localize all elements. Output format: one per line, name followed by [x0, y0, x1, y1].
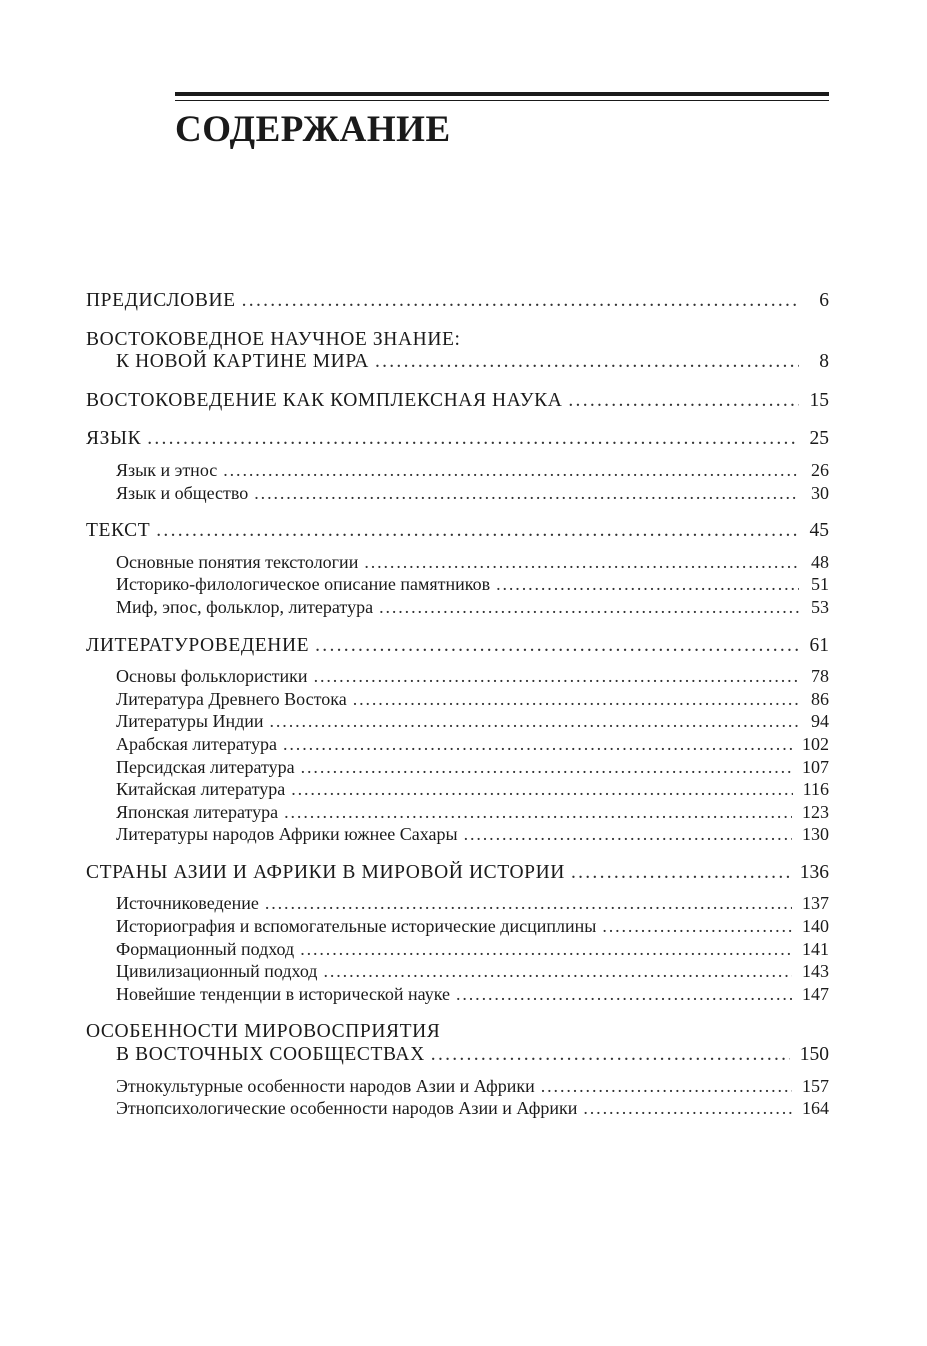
toc-subentry-page: 102 [802, 733, 829, 754]
dot-leader [568, 390, 799, 413]
toc-entry-page: 25 [809, 428, 829, 450]
toc-subentry-page: 26 [811, 459, 829, 480]
toc-entry-page: 15 [809, 389, 829, 411]
toc-subentry[interactable] [86, 551, 829, 574]
toc-subentry-title: Новейшие тенденции в исторической науке [116, 983, 450, 1004]
toc-subentry-page: 143 [802, 961, 829, 982]
toc-subentry-page: 51 [811, 574, 829, 595]
table-of-contents [86, 290, 829, 1136]
toc-section [86, 862, 829, 1006]
toc-subentries [86, 459, 829, 504]
dot-leader [602, 915, 792, 938]
toc-entry-title: ЛИТЕРАТУРОВЕДЕНИЕ [86, 634, 310, 656]
dot-leader [147, 428, 799, 451]
toc-subentry-page: 157 [802, 1075, 829, 1096]
toc-subentry-title: Источниковедение [116, 893, 259, 914]
toc-entry-title: ЯЗЫК [86, 428, 142, 450]
toc-entry-page: 8 [819, 351, 829, 373]
toc-entry[interactable] [86, 862, 829, 885]
dot-leader [315, 635, 799, 658]
dot-leader [314, 665, 799, 688]
toc-subentry[interactable] [86, 459, 829, 482]
toc-subentry-title: Историко-филологическое описание памятников [116, 574, 491, 595]
dot-leader [270, 710, 800, 733]
toc-subentry-title: Историография и вспомогательные исторические дисциплины [116, 916, 597, 937]
toc-subentry-title: Язык и общество [116, 482, 249, 503]
dot-leader [571, 862, 790, 885]
toc-section [86, 329, 829, 374]
toc-subentry[interactable] [86, 983, 829, 1006]
toc-subentry[interactable] [86, 733, 829, 756]
toc-subentry-page: 164 [802, 1098, 829, 1119]
toc-entry-title: В ВОСТОЧНЫХ СООБЩЕСТВАХ [116, 1044, 425, 1066]
toc-subentry-page: 53 [811, 596, 829, 617]
dot-leader [431, 1044, 790, 1067]
toc-subentry-page: 147 [802, 983, 829, 1004]
toc-entry-page: 6 [819, 290, 829, 311]
dot-leader [379, 596, 799, 619]
toc-subentry-page: 94 [811, 711, 829, 732]
toc-subentry-title: Литературы Индии [116, 711, 264, 732]
toc-subentry[interactable] [86, 688, 829, 711]
toc-entry-page: 45 [809, 520, 829, 542]
toc-entry-title: СТРАНЫ АЗИИ И АФРИКИ В МИРОВОЙ ИСТОРИИ [86, 861, 565, 883]
toc-subentry-page: 48 [811, 551, 829, 572]
dot-leader [223, 459, 799, 482]
toc-subentry-page: 141 [802, 938, 829, 959]
toc-subentry-title: Формационный подход [116, 938, 295, 959]
toc-subentry-title: Язык и этнос [116, 459, 218, 480]
toc-subentry-title: Миф, эпос, фольклор, литература [116, 596, 374, 617]
toc-subentries [86, 1075, 829, 1120]
dot-leader [541, 1075, 792, 1098]
page-title: СОДЕРЖАНИЕ [175, 109, 451, 150]
toc-subentry-page: 130 [802, 824, 829, 845]
toc-subentry[interactable] [86, 710, 829, 733]
toc-entry-page: 61 [809, 634, 829, 656]
toc-subentry-page: 123 [802, 801, 829, 822]
toc-subentry-title: Персидская литература [116, 756, 295, 777]
dot-leader [353, 688, 799, 711]
toc-entry-title: К НОВОЙ КАРТИНЕ МИРА [116, 351, 369, 373]
toc-subentry-page: 116 [802, 779, 829, 800]
toc-subentry-title: Основы фольклористики [116, 666, 308, 687]
toc-section-title-line: ВОСТОКОВЕДНОЕ НАУЧНОЕ ЗНАНИЕ: [86, 328, 461, 350]
toc-entry[interactable] [86, 520, 829, 543]
toc-entry[interactable] [86, 428, 829, 451]
toc-subentry[interactable] [86, 596, 829, 619]
toc-subentry-page: 86 [811, 688, 829, 709]
toc-entry[interactable] [86, 635, 829, 658]
header-rule-thick [175, 92, 829, 96]
toc-entry-title: ПРЕДИСЛОВИЕ [86, 290, 236, 311]
dot-leader [583, 1097, 792, 1120]
toc-subentries [86, 665, 829, 846]
toc-subentry[interactable] [86, 960, 829, 983]
toc-subentry-page: 137 [802, 893, 829, 914]
toc-entry[interactable] [86, 390, 829, 413]
toc-subentries [86, 892, 829, 1005]
toc-subentry-title: Арабская литература [116, 733, 277, 754]
dot-leader [300, 938, 792, 961]
dot-leader [291, 778, 792, 801]
toc-subentry[interactable] [86, 938, 829, 961]
toc-subentry-title: Цивилизационный подход [116, 961, 318, 982]
toc-subentry[interactable] [86, 573, 829, 596]
dot-leader [464, 823, 792, 846]
dot-leader [364, 551, 799, 574]
toc-subentry-title: Китайская литература [116, 779, 286, 800]
dot-leader [323, 960, 792, 983]
toc-entry-title: ТЕКСТ [86, 520, 151, 542]
toc-subentry[interactable] [86, 801, 829, 824]
toc-subentry[interactable] [86, 1097, 829, 1120]
toc-entry-page: 150 [799, 1044, 829, 1066]
toc-section-title-line: ОСОБЕННОСТИ МИРОВОСПРИЯТИЯ [86, 1021, 441, 1043]
toc-entry[interactable] [86, 290, 829, 313]
toc-subentry[interactable] [86, 823, 829, 846]
toc-section [86, 1021, 829, 1119]
toc-subentry-title: Основные понятия текстологии [116, 551, 359, 572]
toc-subentry[interactable] [86, 756, 829, 779]
dot-leader [265, 892, 792, 915]
dot-leader [456, 983, 792, 1006]
dot-leader [496, 573, 799, 596]
toc-subentry-page: 78 [811, 666, 829, 687]
toc-section [86, 520, 829, 618]
toc-subentry-page: 30 [811, 482, 829, 503]
dot-leader [284, 801, 792, 824]
dot-leader [301, 756, 792, 779]
header-rule-thin [175, 100, 829, 101]
toc-subentry-page: 140 [802, 916, 829, 937]
toc-subentry[interactable] [86, 1075, 829, 1098]
toc-subentry-title: Литература Древнего Востока [116, 688, 347, 709]
toc-subentry-page: 107 [802, 756, 829, 777]
toc-subentry[interactable] [86, 665, 829, 688]
toc-subentry-title: Этнокультурные особенности народов Азии и Африки [116, 1075, 535, 1096]
dot-leader [375, 351, 799, 374]
toc-subentry-title: Этнопсихологические особенности народов Азии и Африки [116, 1098, 578, 1119]
dot-leader [254, 482, 799, 505]
dot-leader [156, 520, 799, 543]
toc-section [86, 390, 829, 413]
dot-leader [283, 733, 792, 756]
toc-entry[interactable] [86, 1044, 829, 1067]
dot-leader [242, 290, 799, 313]
toc-subentry[interactable] [86, 915, 829, 938]
toc-section [86, 290, 829, 313]
toc-subentry[interactable] [86, 892, 829, 915]
toc-entry[interactable] [86, 351, 829, 374]
toc-subentry-title: Литературы народов Африки южнее Сахары [116, 824, 458, 845]
toc-section [86, 635, 829, 846]
toc-subentries [86, 551, 829, 619]
toc-section [86, 428, 829, 504]
toc-entry-page: 136 [799, 861, 829, 883]
toc-subentry[interactable] [86, 482, 829, 505]
toc-subentry[interactable] [86, 778, 829, 801]
toc-entry-title: ВОСТОКОВЕДЕНИЕ КАК КОМПЛЕКСНАЯ НАУКА [86, 389, 563, 411]
toc-subentry-title: Японская литература [116, 801, 279, 822]
